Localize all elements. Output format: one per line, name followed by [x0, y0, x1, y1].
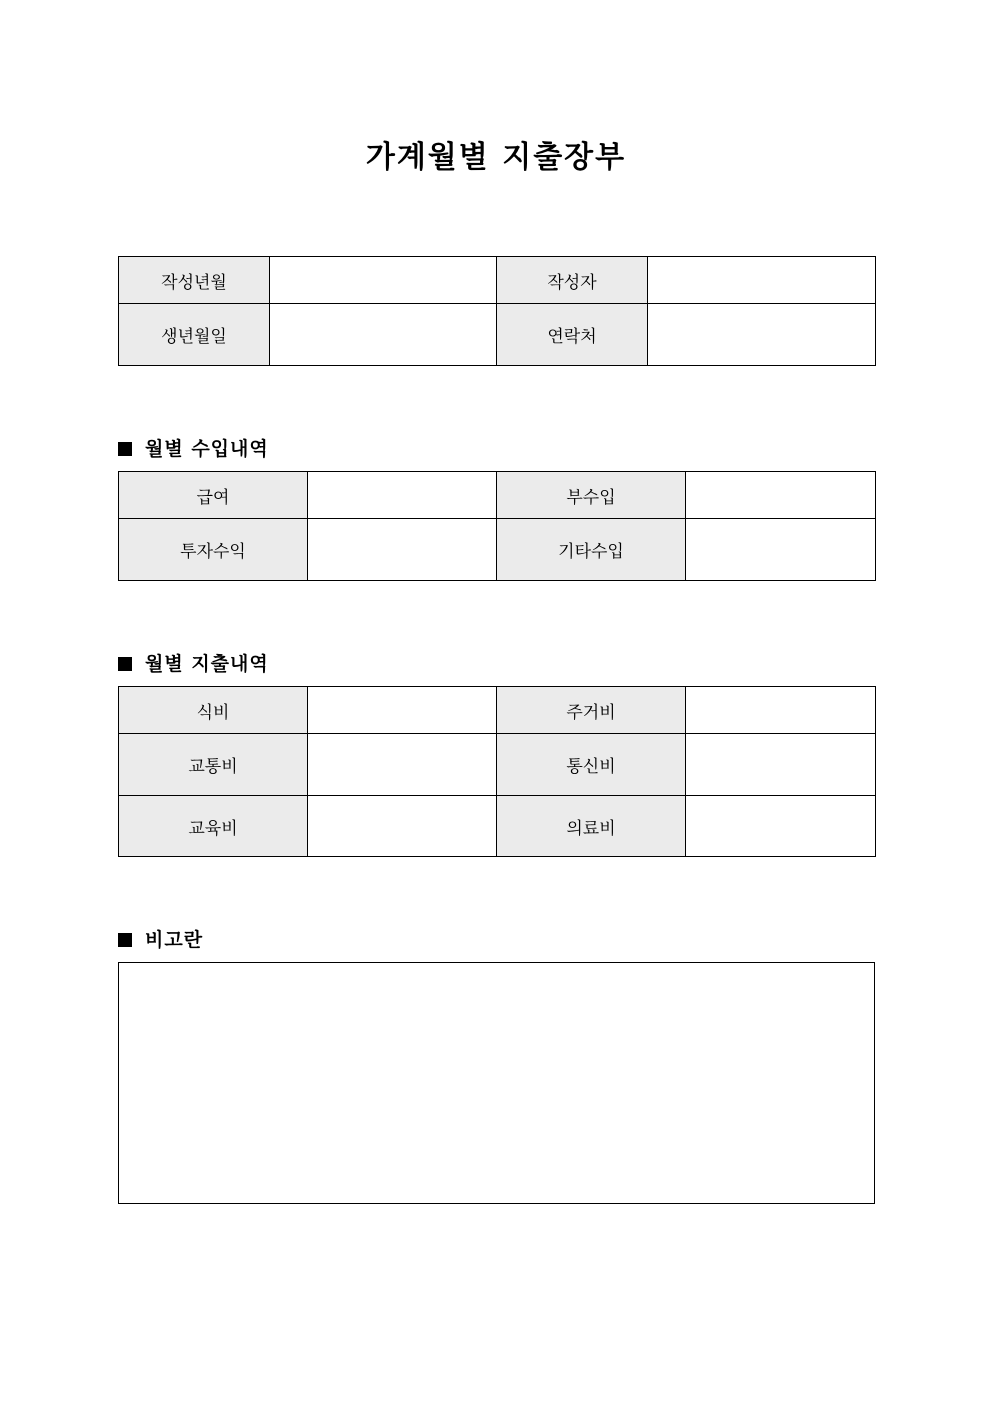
- field-value[interactable]: [308, 734, 497, 796]
- square-bullet-icon: [118, 442, 132, 456]
- info-table: [118, 256, 876, 366]
- square-bullet-icon: [118, 657, 132, 671]
- field-label: 식비: [119, 687, 308, 734]
- notes-heading: [118, 925, 203, 952]
- field-value[interactable]: [686, 796, 876, 857]
- field-label: 작성자: [497, 257, 648, 304]
- table-row: [119, 687, 876, 734]
- table-row: [119, 304, 876, 366]
- income-heading: [118, 434, 269, 461]
- section-title: 월별 수입내역: [145, 438, 269, 460]
- field-label: 교육비: [119, 796, 308, 857]
- income-table: [118, 471, 876, 581]
- section-title: 비고란: [145, 929, 204, 951]
- table-row: [119, 796, 876, 857]
- expense-table: [118, 686, 876, 857]
- field-label: 통신비: [497, 734, 686, 796]
- field-value[interactable]: [648, 304, 876, 366]
- expense-heading: [118, 649, 269, 676]
- field-label: 주거비: [497, 687, 686, 734]
- field-label: 투자수익: [119, 519, 308, 581]
- table-row: [119, 472, 876, 519]
- field-value[interactable]: [686, 734, 876, 796]
- field-value[interactable]: [308, 796, 497, 857]
- field-value[interactable]: [648, 257, 876, 304]
- page-title: 가계월별 지출장부: [365, 140, 627, 175]
- field-value[interactable]: [270, 257, 497, 304]
- field-label: 교통비: [119, 734, 308, 796]
- table-row: [119, 519, 876, 581]
- square-bullet-icon: [118, 933, 132, 947]
- table-row: [119, 734, 876, 796]
- field-value[interactable]: [308, 687, 497, 734]
- field-value[interactable]: [686, 519, 876, 581]
- field-value[interactable]: [686, 687, 876, 734]
- field-label: 연락처: [497, 304, 648, 366]
- field-value[interactable]: [686, 472, 876, 519]
- field-value[interactable]: [308, 472, 497, 519]
- field-value[interactable]: [308, 519, 497, 581]
- field-label: 부수입: [497, 472, 686, 519]
- field-value[interactable]: [270, 304, 497, 366]
- field-label: 생년월일: [119, 304, 270, 366]
- table-row: [119, 257, 876, 304]
- field-label: 작성년월: [119, 257, 270, 304]
- section-title: 월별 지출내역: [145, 653, 269, 675]
- field-label: 의료비: [497, 796, 686, 857]
- notes-textarea[interactable]: [118, 962, 875, 1204]
- field-label: 기타수입: [497, 519, 686, 581]
- field-label: 급여: [119, 472, 308, 519]
